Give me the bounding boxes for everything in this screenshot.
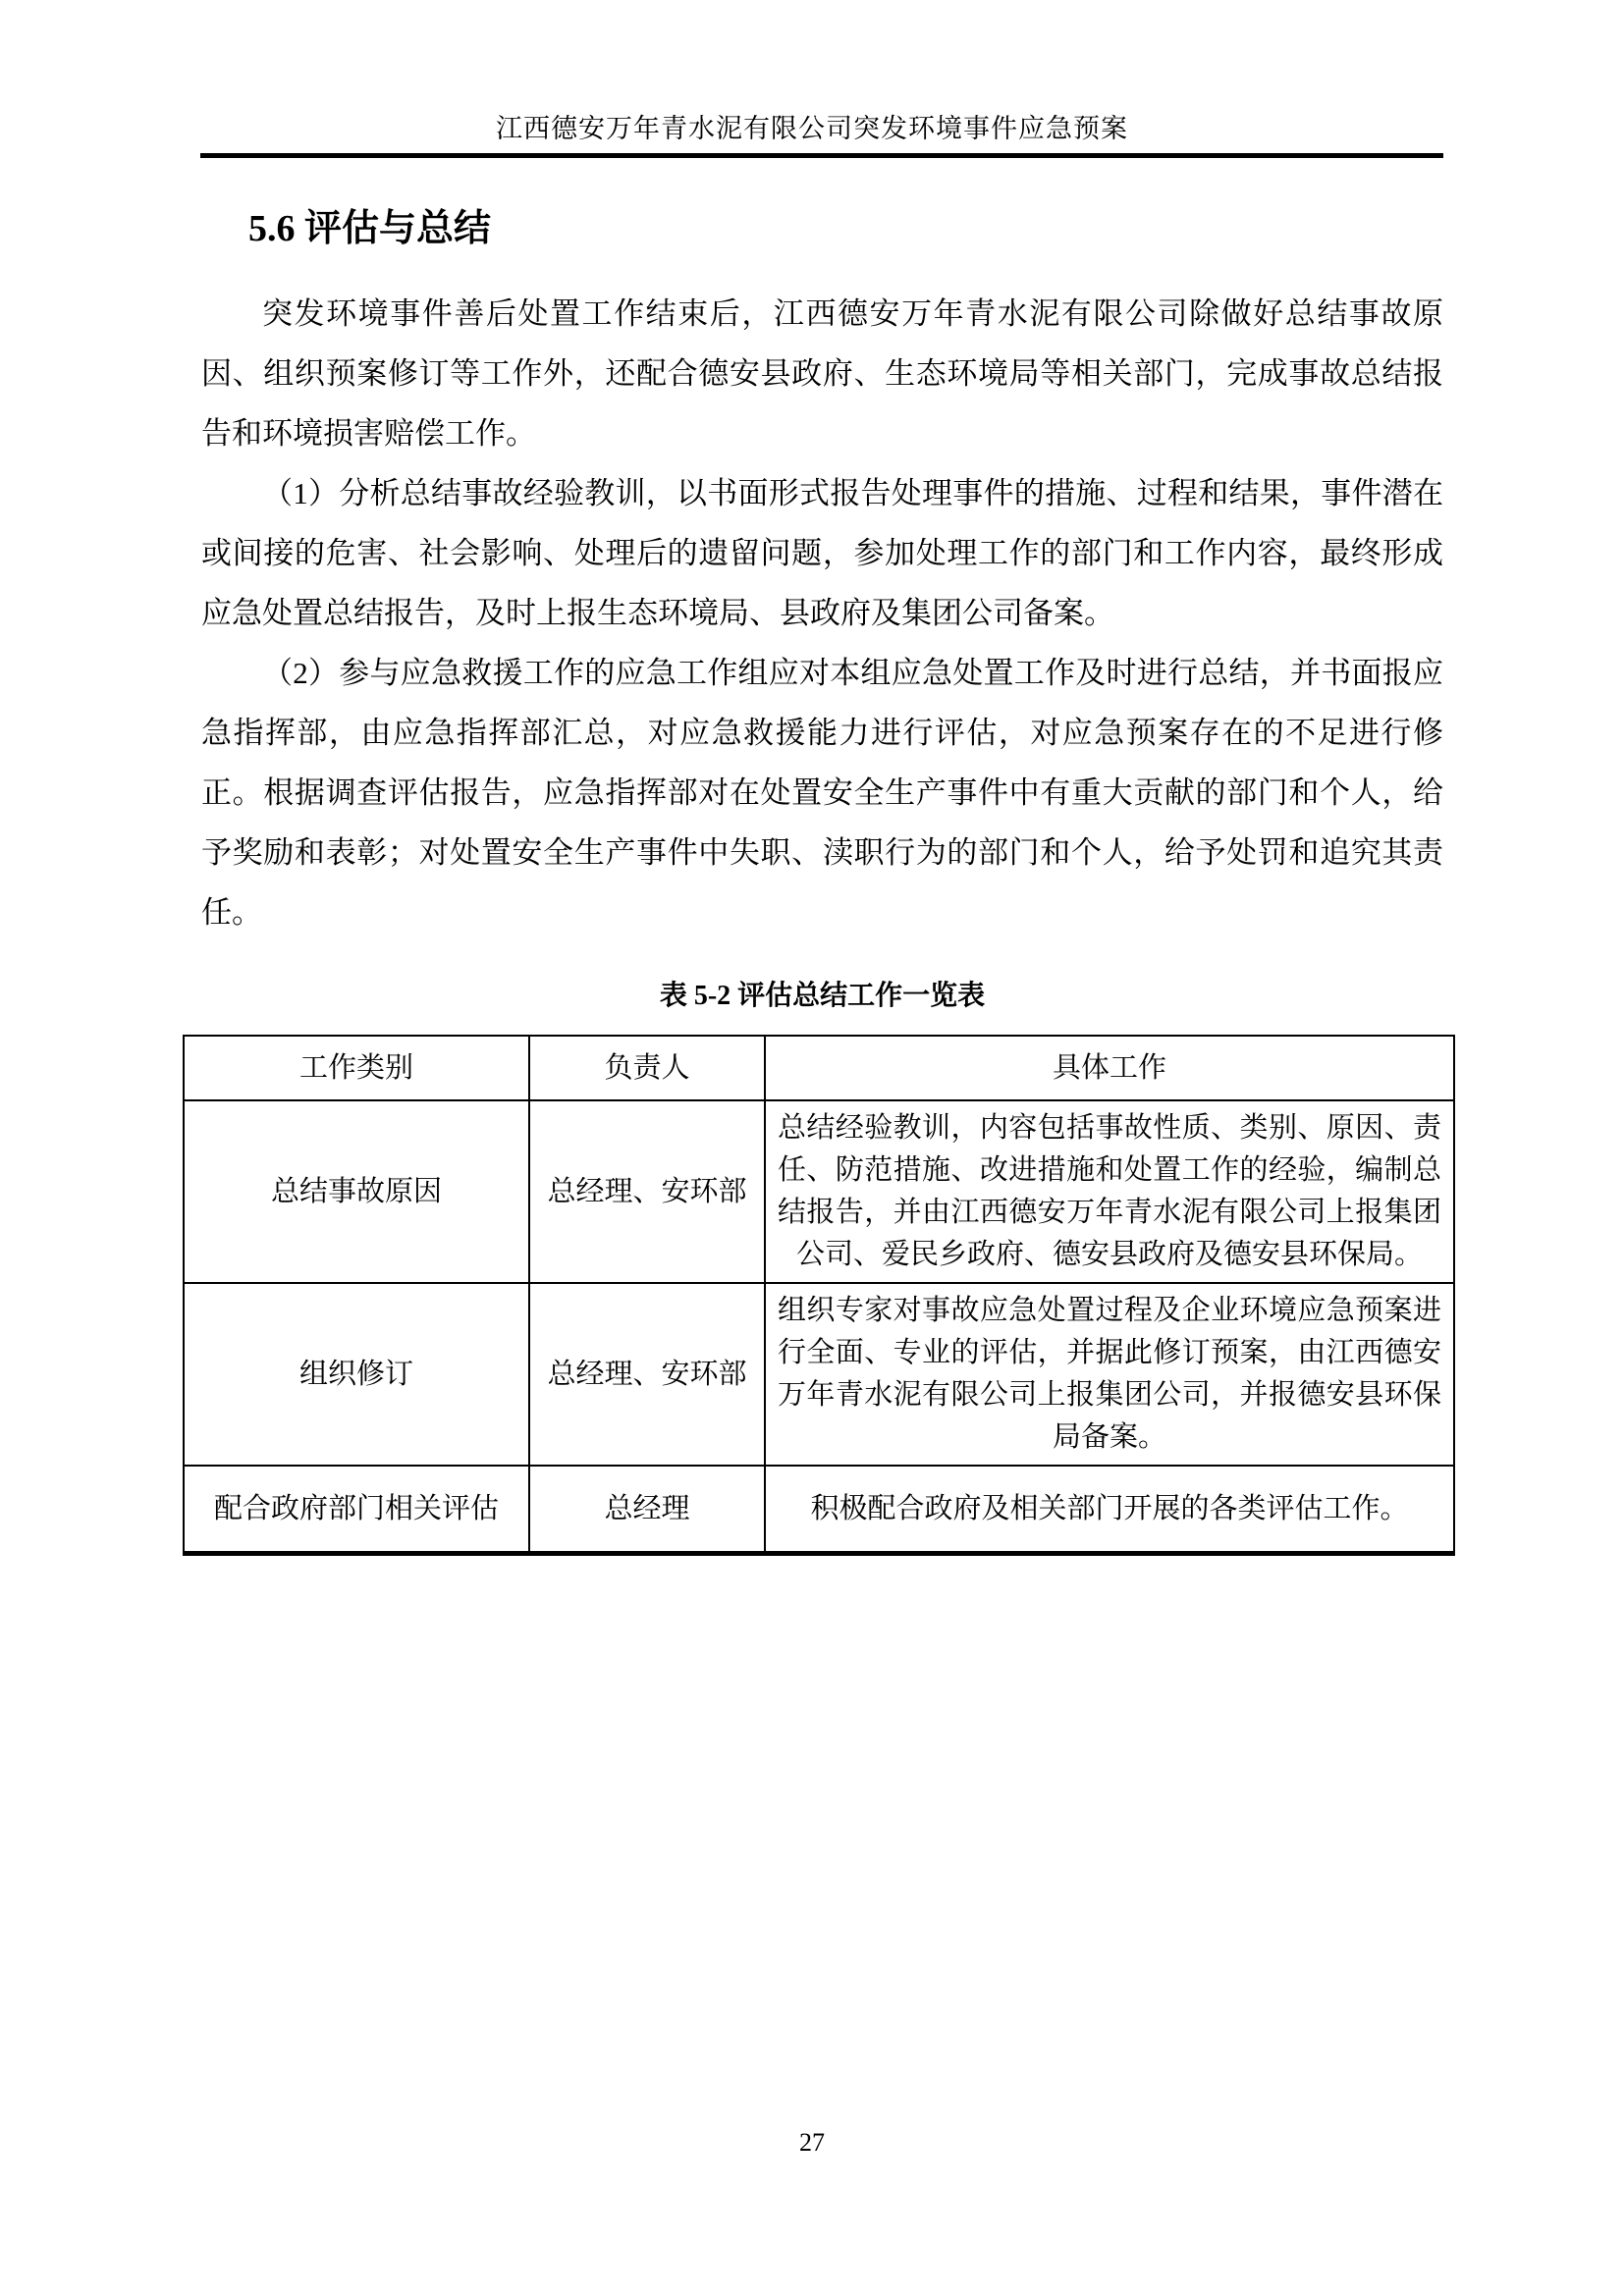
- table-row: [184, 1283, 1454, 1466]
- table-header-row: [184, 1036, 1454, 1100]
- page-footer: [0, 2128, 1624, 2158]
- table-cell-work: 总结经验教训，内容包括事故性质、类别、原因、责任、防范措施、改进措施和处置工作的经验，编制总结报告，并由江西德安万年青水泥有限公司上报集团公司、爱民乡政府、德安县政府及德安县环保局。: [765, 1100, 1454, 1283]
- section-heading: 5.6 评估与总结: [248, 208, 492, 249]
- table-header-work: 具体工作: [765, 1036, 1454, 1100]
- paragraph-block: [201, 284, 1443, 942]
- table-row: [184, 1100, 1454, 1283]
- table-header-category: 工作类别: [184, 1036, 529, 1100]
- paragraph-intro: 突发环境事件善后处置工作结束后，江西德安万年青水泥有限公司除做好总结事故原因、组织预案修订等工作外，还配合德安县政府、生态环境局等相关部门，完成事故总结报告和环境损害赔偿工作。: [201, 296, 1443, 451]
- table-cell-work: 组织专家对事故应急处置过程及企业环境应急预案进行全面、专业的评估，并据此修订预案，由江西德安万年青水泥有限公司上报集团公司，并报德安县环保局备案。: [765, 1283, 1454, 1466]
- table-cell-category: 总结事故原因: [184, 1100, 529, 1283]
- paragraph-item-2: （2）参与应急救援工作的应急工作组应对本组应急处置工作及时进行总结，并书面报应急指挥部，由应急指挥部汇总，对应急救援能力进行评估，对应急预案存在的不足进行修正。根据调查评估报告，应急指挥部对在处置安全生产事件中有重大贡献的部门和个人，给予奖励和表彰；对处置安全生产事件中失职、渎职行为的部门和个人，给予处罚和追究其责任。: [201, 656, 1443, 930]
- table-header-responsible: 负责人: [529, 1036, 765, 1100]
- document-body: [201, 207, 1443, 1556]
- header-rule: [200, 153, 1443, 158]
- paragraph-item-1: （1）分析总结事故经验教训，以书面形式报告处理事件的措施、过程和结果，事件潜在或间接的危害、社会影响、处理后的遗留问题，参加处理工作的部门和工作内容，最终形成应急处置总结报告，及时上报生态环境局、县政府及集团公司备案。: [201, 476, 1443, 630]
- table-cell-work: 积极配合政府及相关部门开展的各类评估工作。: [765, 1466, 1454, 1554]
- table-cell-responsible: 总经理、安环部: [529, 1283, 765, 1466]
- evaluation-summary-table: [183, 1035, 1455, 1556]
- page-number: 27: [799, 2128, 825, 2157]
- table-cell-responsible: 总经理、安环部: [529, 1100, 765, 1283]
- table-cell-category: 组织修订: [184, 1283, 529, 1466]
- table-cell-responsible: 总经理: [529, 1466, 765, 1554]
- page-header-title: 江西德安万年青水泥有限公司突发环境事件应急预案: [496, 114, 1128, 143]
- table-caption: 表 5-2 评估总结工作一览表: [659, 981, 986, 1011]
- table-row: [184, 1466, 1454, 1554]
- page-header: [0, 0, 1624, 158]
- table-cell-category: 配合政府部门相关评估: [184, 1466, 529, 1554]
